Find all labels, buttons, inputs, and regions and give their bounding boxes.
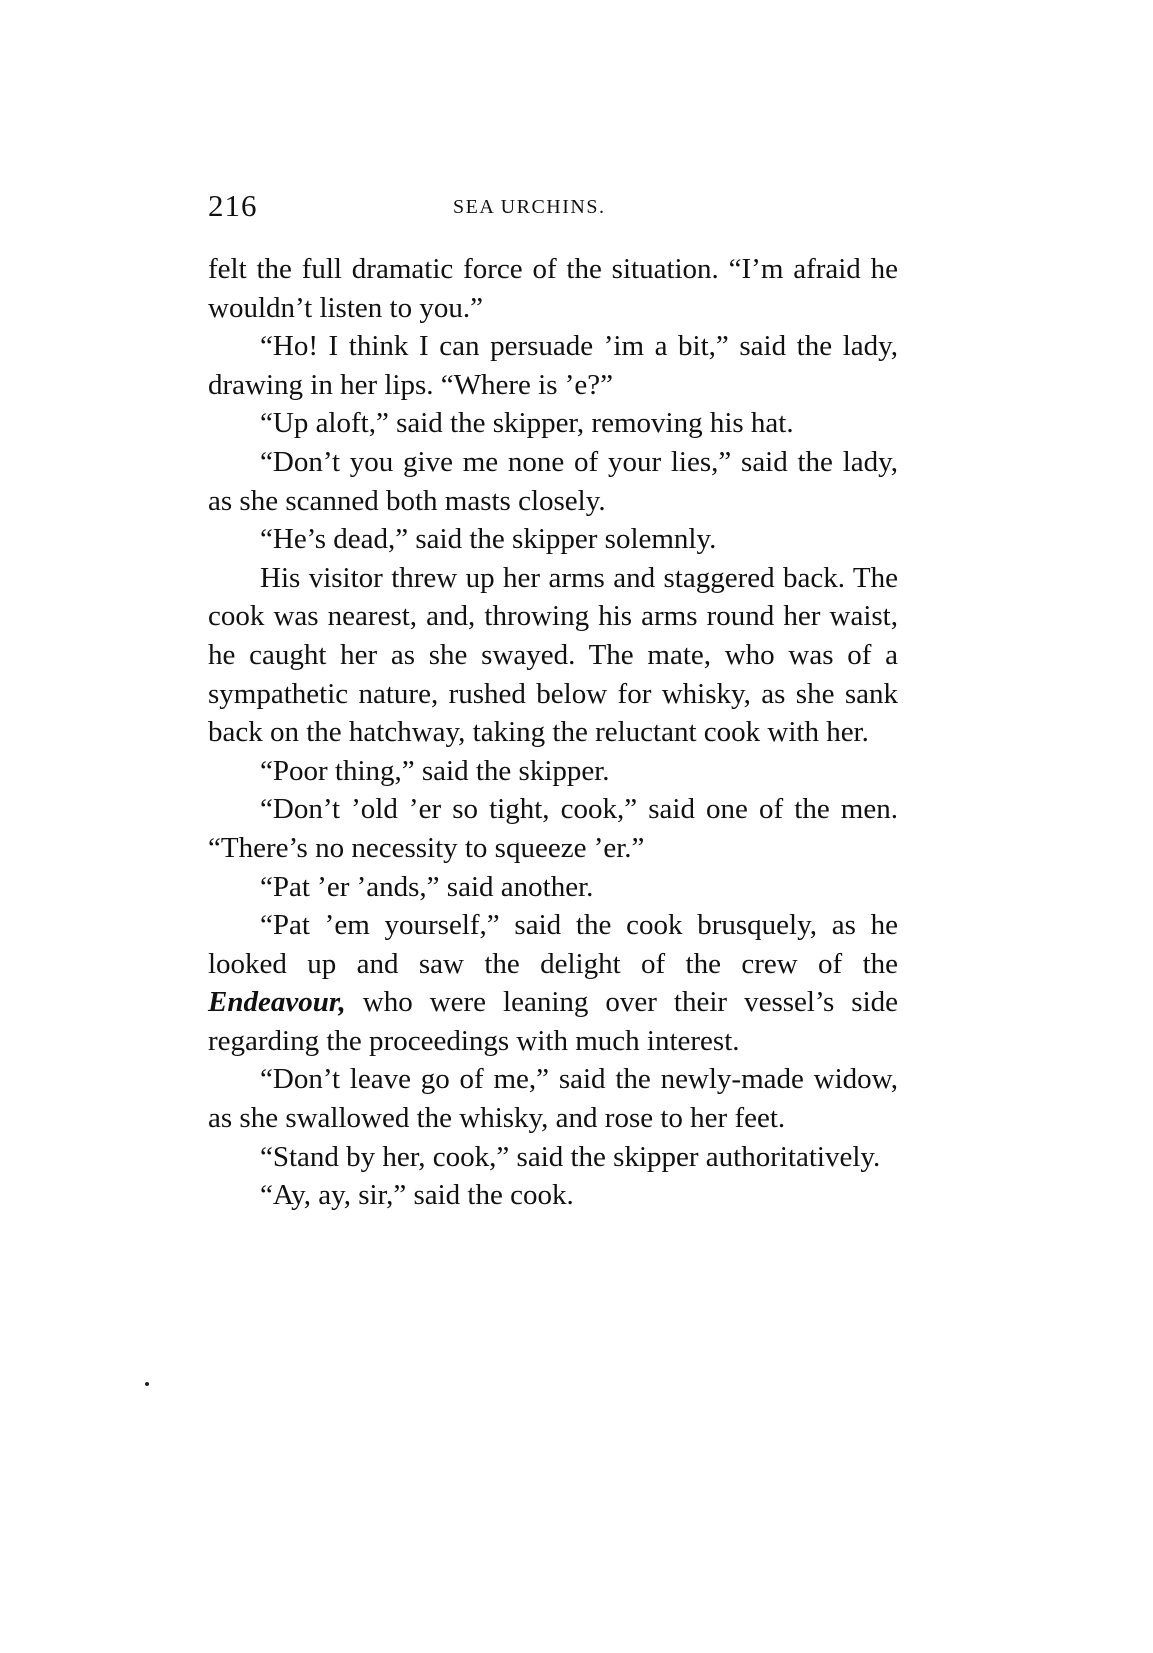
paragraph: “Don’t leave go of me,” said the newly-made widow, as she swallowed the whisky, and rose to her feet. [208, 1063, 898, 1135]
paragraph: His visitor threw up her arms and staggered back. The cook was nearest, and, throwing his arms round her waist, he caught her as she swayed. The mate, who was of a sympathetic nature, rushed below for whisky, as she sank back on the hatchway, taking the reluctant cook with her. [208, 561, 898, 749]
running-title: SEA URCHINS. [453, 196, 606, 218]
paragraph: “Stand by her, cook,” said the skipper authoritatively. [260, 1140, 881, 1173]
paragraph [208, 906, 898, 1060]
paragraph: “Ho! I think I can persuade ’im a bit,” said the lady, drawing in her lips. “Where is ’e?” [208, 330, 898, 401]
paragraph: “Up aloft,” said the skipper, removing his hat. [260, 407, 794, 440]
paragraph: “Don’t you give me none of your lies,” said the lady, as she scanned both masts closely. [208, 445, 898, 517]
stray-ink-mark [145, 1382, 149, 1386]
paragraph: “Don’t ’old ’er so tight, cook,” said one of the men. “There’s no necessity to squeeze ’er.” [208, 793, 898, 864]
paragraph: “Poor thing,” said the skipper. [260, 754, 610, 787]
page-number: 216 [208, 188, 258, 223]
body-text [208, 250, 898, 1215]
ship-name: Endeavour, [208, 986, 346, 1019]
paragraph: “Pat ’er ’ands,” said another. [260, 870, 594, 903]
paragraph: felt the full dramatic force of the situation. “I’m afraid he wouldn’t listen to you.” [208, 253, 898, 324]
running-head [208, 188, 908, 228]
paragraph-text: “Pat ’em yourself,” said the cook brusquely, as he looked up and saw the delight of the crew of the [208, 909, 898, 980]
paragraph: “Ay, ay, sir,” said the cook. [260, 1179, 574, 1212]
paragraph-text: who were leaning over their vessel’s side regarding the proceedings with much interest. [208, 986, 898, 1057]
paragraph: “He’s dead,” said the skipper solemnly. [260, 523, 717, 556]
